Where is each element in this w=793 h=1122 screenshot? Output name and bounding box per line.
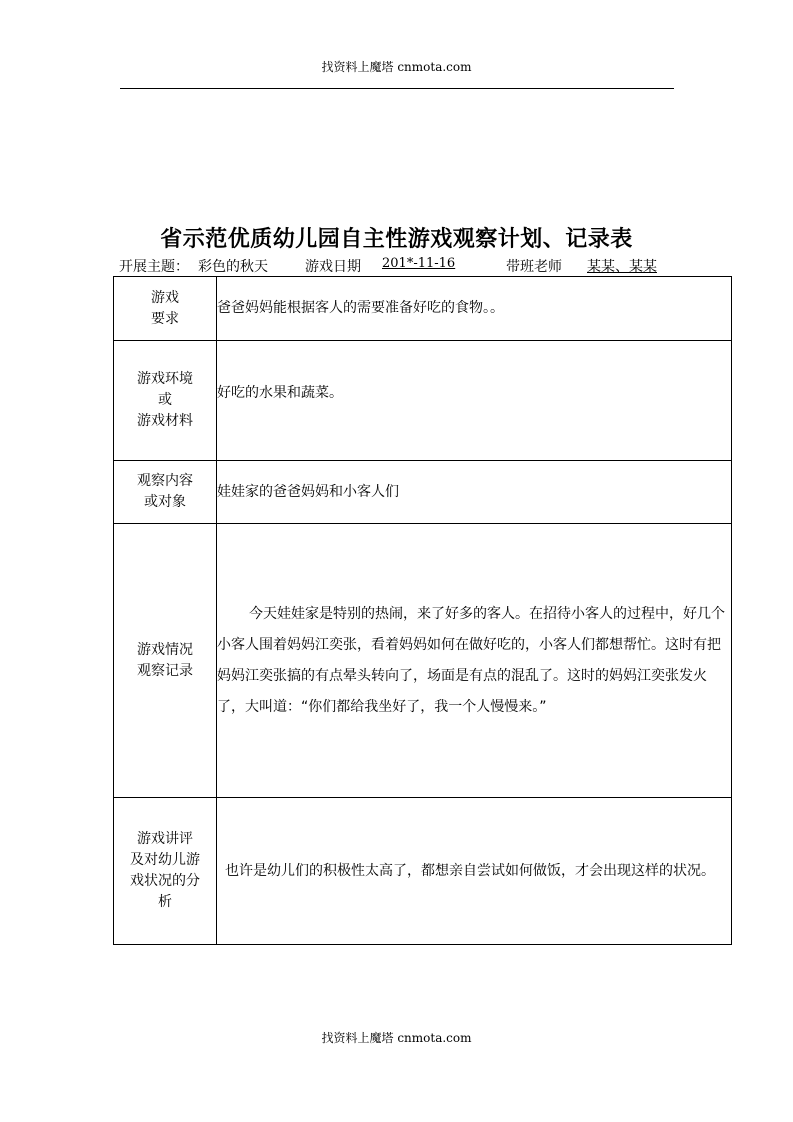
table-row-evaluation-analysis [114, 798, 732, 945]
row-label-game-environment [114, 341, 217, 461]
label-line: 要求 [151, 310, 179, 327]
label-line: 观察记录 [137, 662, 193, 679]
row-content-observation-record [217, 524, 732, 798]
content-text: 今天娃娃家是特别的热闹，来了好多的客人。在招待小客人的过程中，好几个小客人围着妈妈江奕张，看着妈妈如何在做好吃的，小客人们都想帮忙。这时有把妈妈江奕张搞的有点晕头转向了，场面是有点的混乱了。这时的妈妈江奕张发火了，大叫道：“你们都给我坐好了，我一个人慢慢来。” [217, 605, 725, 715]
row-content-evaluation-analysis [217, 798, 732, 945]
teacher-value: 某某、某某 [587, 259, 657, 275]
row-content-observation-target [217, 461, 732, 524]
label-line: 游戏 [151, 289, 179, 306]
teacher-label: 带班老师 [506, 259, 562, 275]
page-footer-text: 找资料上魔塔 cnmota.com [321, 1031, 472, 1045]
table-row-observation-record [114, 524, 732, 798]
label-line: 游戏讲评 [137, 831, 193, 847]
label-line: 析 [158, 894, 172, 910]
document-title: 省示范优质幼儿园自主性游戏观察计划、记录表 [160, 226, 633, 252]
content-text: 爸爸妈妈能根据客人的需要准备好吃的食物。。 [217, 300, 504, 316]
content-text: 也许是幼儿们的积极性太高了，都想亲自尝试如何做饭，才会出现这样的状况。 [225, 862, 715, 879]
header-divider [120, 88, 674, 89]
observation-record-table [113, 276, 732, 945]
row-label-evaluation-analysis [114, 798, 217, 945]
table-row-game-requirements [114, 277, 732, 341]
row-content-game-environment [217, 341, 732, 461]
label-line: 或 [158, 392, 172, 408]
table-row-game-environment [114, 341, 732, 461]
row-label-observation-record [114, 524, 217, 798]
label-line: 或对象 [144, 494, 186, 510]
label-line: 观察内容 [137, 473, 193, 489]
content-text: 好吃的水果和蔬菜。 [217, 385, 343, 401]
table-row-observation-target [114, 461, 732, 524]
label-line: 游戏材料 [137, 413, 193, 429]
label-line: 游戏环境 [137, 371, 193, 387]
row-label-game-requirements [114, 277, 217, 341]
label-line: 及对幼儿游 [130, 852, 200, 868]
page-header-text: 找资料上魔塔 cnmota.com [321, 60, 472, 74]
topic-value: 彩色的秋天 [198, 259, 268, 275]
row-label-observation-target [114, 461, 217, 524]
row-content-game-requirements [217, 277, 732, 341]
date-value: 201*-11-16 [382, 256, 456, 271]
topic-label: 开展主题： [119, 259, 189, 275]
date-label: 游戏日期 [305, 259, 361, 275]
content-text: 娃娃家的爸爸妈妈和小客人们 [217, 483, 399, 500]
label-line: 游戏情况 [137, 641, 193, 658]
label-line: 戏状况的分 [130, 873, 200, 889]
